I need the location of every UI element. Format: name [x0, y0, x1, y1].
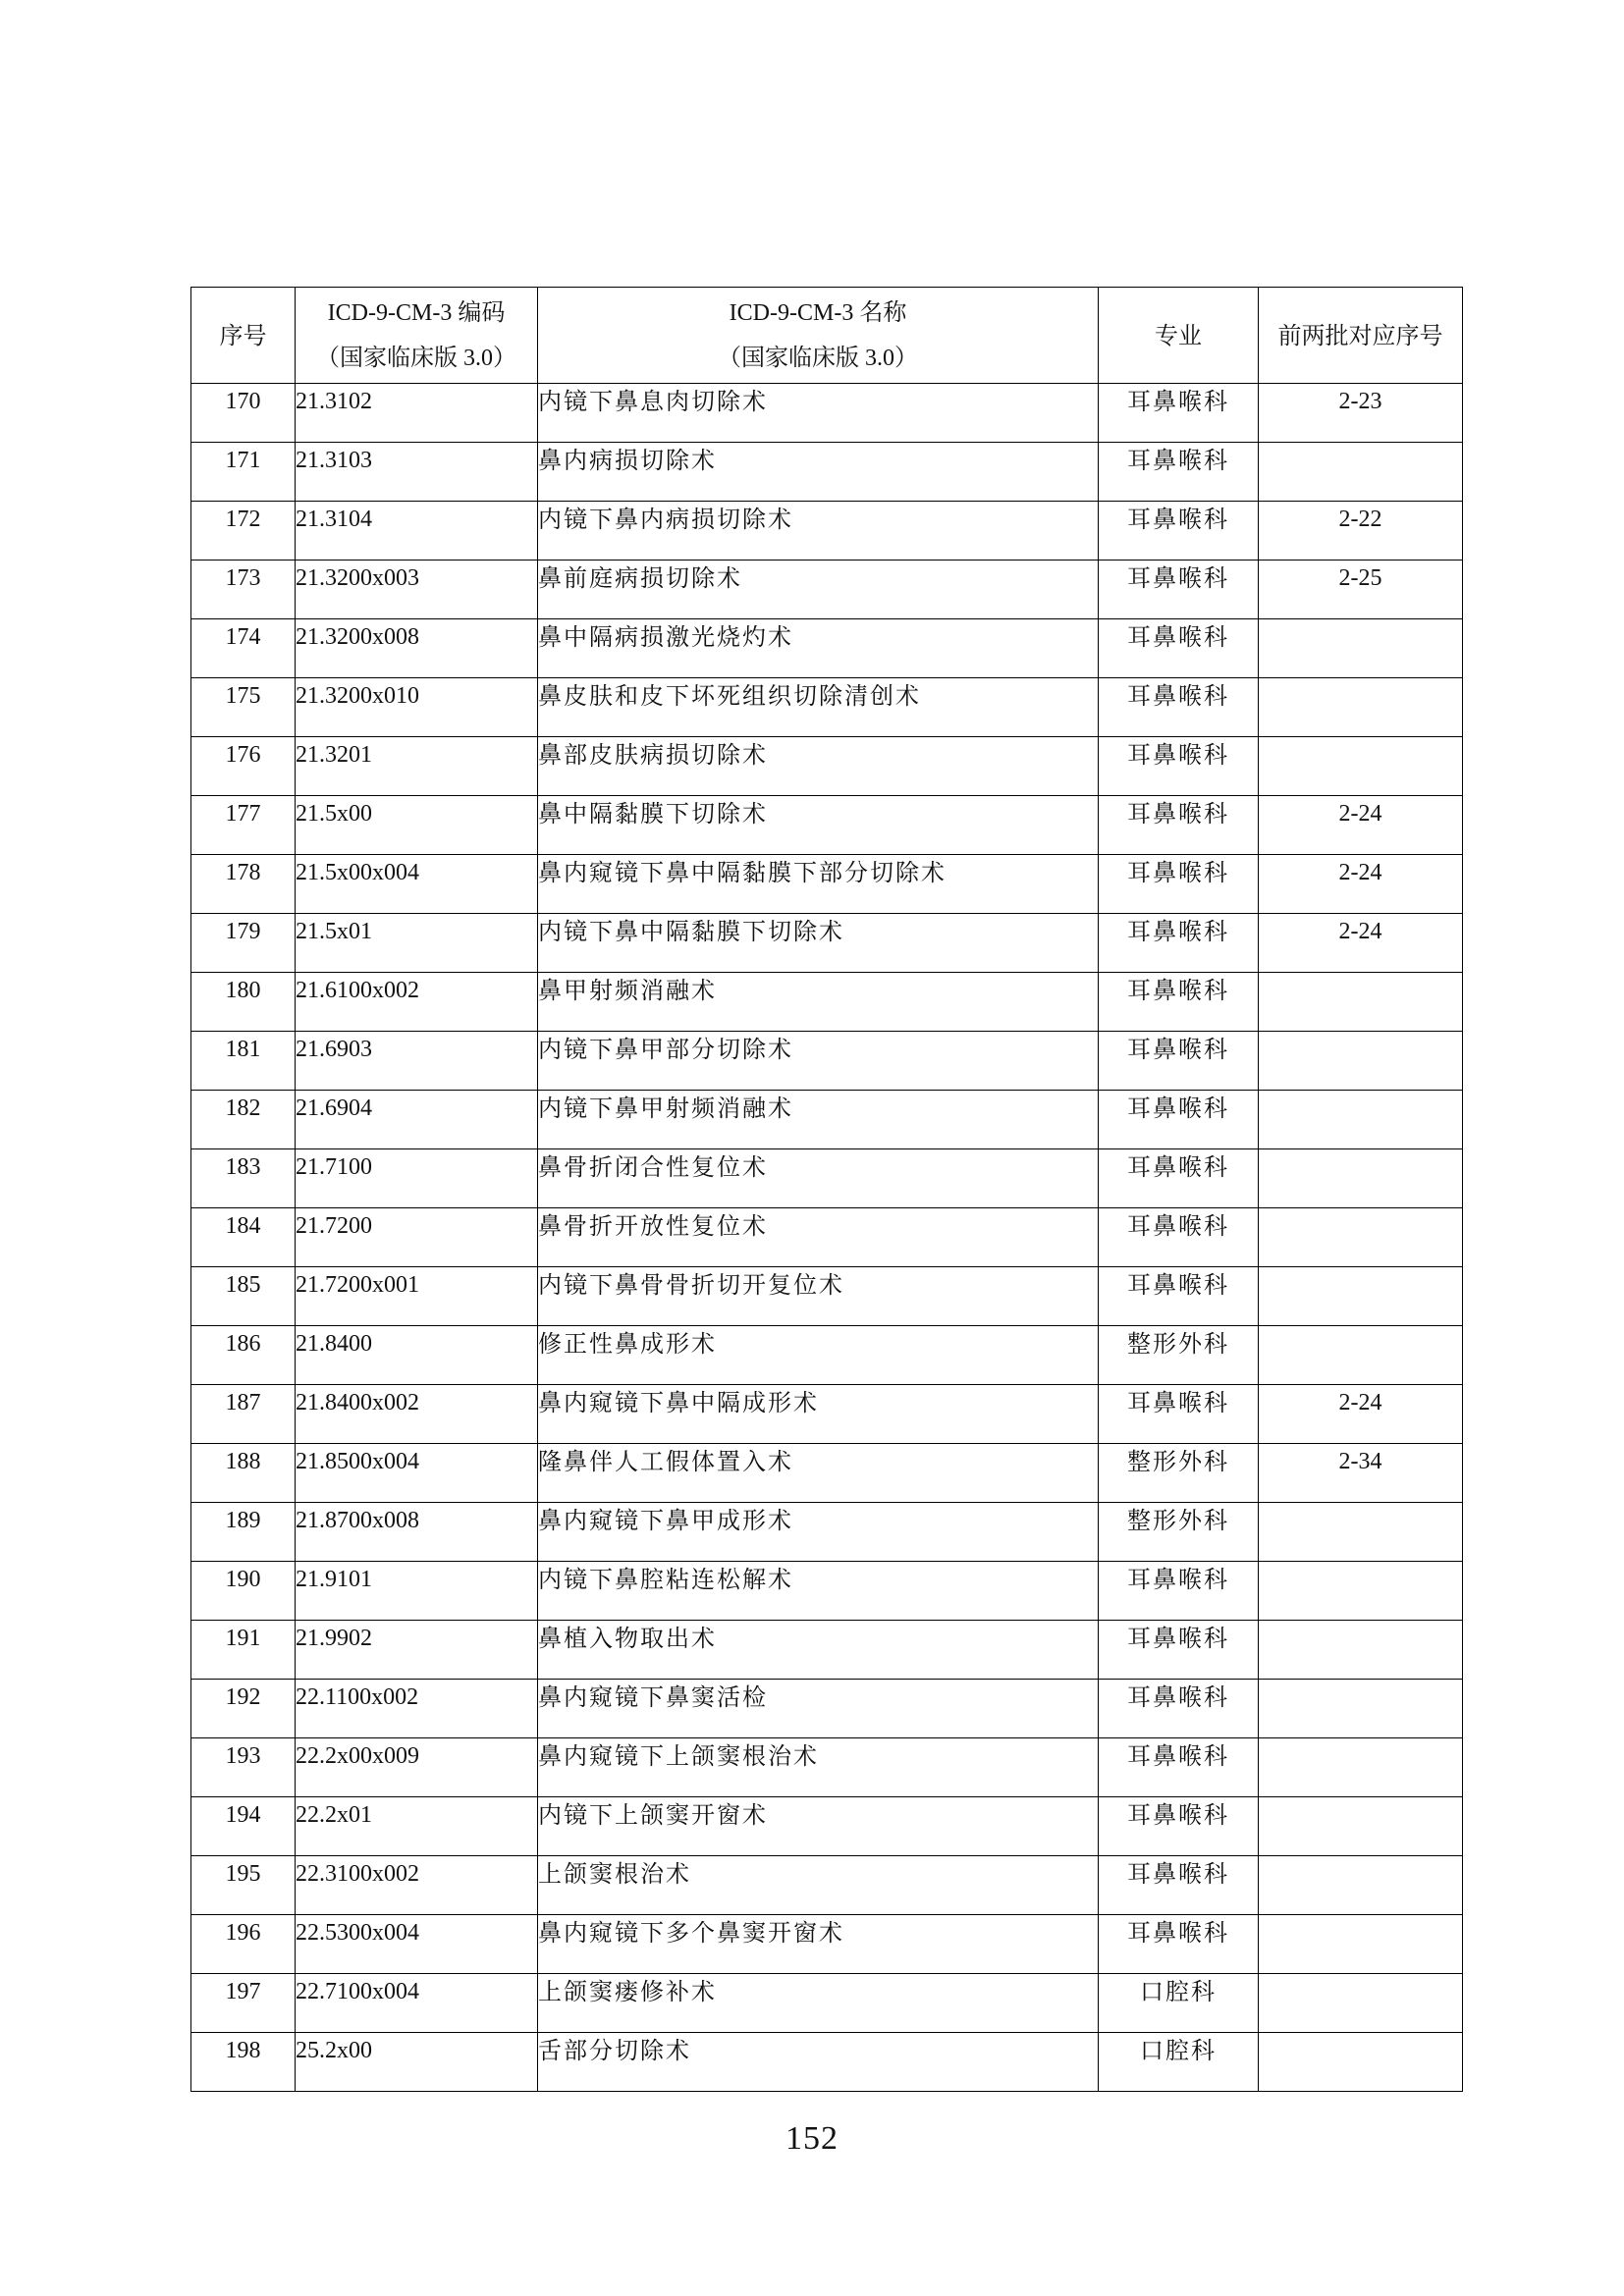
cell-ref: [1259, 1326, 1463, 1385]
cell-specialty: 耳鼻喉科: [1099, 1267, 1259, 1326]
table-row: [191, 973, 1463, 1032]
cell-specialty: 耳鼻喉科: [1099, 619, 1259, 678]
cell-name: 鼻内病损切除术: [538, 443, 1099, 502]
header-code-line2: （国家临床版 3.0）: [316, 345, 516, 371]
table-row: [191, 796, 1463, 855]
cell-code: 22.2x00x009: [296, 1738, 538, 1797]
cell-name: 鼻内窥镜下鼻窦活检: [538, 1680, 1099, 1738]
cell-name: 舌部分切除术: [538, 2033, 1099, 2092]
header-no: 序号: [191, 288, 296, 384]
cell-no: 179: [191, 914, 296, 973]
cell-ref: [1259, 1797, 1463, 1856]
cell-name: 上颌窦根治术: [538, 1856, 1099, 1915]
table-row: [191, 561, 1463, 619]
table-row: [191, 1915, 1463, 1974]
cell-ref: [1259, 619, 1463, 678]
table-header: [191, 288, 1463, 384]
cell-specialty: 耳鼻喉科: [1099, 914, 1259, 973]
cell-no: 191: [191, 1621, 296, 1680]
table-row: [191, 1208, 1463, 1267]
table-row: [191, 619, 1463, 678]
cell-no: 188: [191, 1444, 296, 1503]
cell-code: 25.2x00: [296, 2033, 538, 2092]
cell-name: 鼻部皮肤病损切除术: [538, 737, 1099, 796]
page-number: 152: [785, 2120, 839, 2157]
cell-ref: [1259, 1208, 1463, 1267]
cell-no: 190: [191, 1562, 296, 1621]
cell-name: 鼻植入物取出术: [538, 1621, 1099, 1680]
cell-ref: [1259, 1091, 1463, 1149]
cell-specialty: 耳鼻喉科: [1099, 384, 1259, 443]
cell-name: 鼻骨折闭合性复位术: [538, 1149, 1099, 1208]
table-row: [191, 384, 1463, 443]
cell-specialty: 耳鼻喉科: [1099, 1738, 1259, 1797]
cell-no: 185: [191, 1267, 296, 1326]
cell-code: 21.8700x008: [296, 1503, 538, 1562]
cell-code: 22.7100x004: [296, 1974, 538, 2033]
cell-specialty: 耳鼻喉科: [1099, 561, 1259, 619]
cell-no: 195: [191, 1856, 296, 1915]
cell-name: 内镜下鼻内病损切除术: [538, 502, 1099, 561]
cell-specialty: 口腔科: [1099, 1974, 1259, 2033]
cell-ref: [1259, 1915, 1463, 1974]
cell-code: 21.9101: [296, 1562, 538, 1621]
table-row: [191, 2033, 1463, 2092]
table-row: [191, 1444, 1463, 1503]
cell-no: 172: [191, 502, 296, 561]
header-code-line1: ICD-9-CM-3 编码: [327, 299, 506, 326]
cell-specialty: 整形外科: [1099, 1444, 1259, 1503]
cell-code: 21.3200x008: [296, 619, 538, 678]
cell-specialty: 耳鼻喉科: [1099, 973, 1259, 1032]
cell-name: 鼻骨折开放性复位术: [538, 1208, 1099, 1267]
cell-specialty: 耳鼻喉科: [1099, 1621, 1259, 1680]
cell-specialty: 耳鼻喉科: [1099, 796, 1259, 855]
cell-ref: 2-24: [1259, 1385, 1463, 1444]
cell-name: 鼻内窥镜下上颌窦根治术: [538, 1738, 1099, 1797]
table-row: [191, 1856, 1463, 1915]
table-row: [191, 502, 1463, 561]
cell-code: 21.8400x002: [296, 1385, 538, 1444]
procedure-table: [190, 287, 1463, 2092]
cell-ref: 2-24: [1259, 855, 1463, 914]
table-row: [191, 1149, 1463, 1208]
cell-no: 194: [191, 1797, 296, 1856]
cell-no: 170: [191, 384, 296, 443]
table-row: [191, 737, 1463, 796]
cell-no: 175: [191, 678, 296, 737]
cell-name: 隆鼻伴人工假体置入术: [538, 1444, 1099, 1503]
cell-name: 鼻皮肤和皮下坏死组织切除清创术: [538, 678, 1099, 737]
cell-no: 176: [191, 737, 296, 796]
cell-name: 上颌窦瘘修补术: [538, 1974, 1099, 2033]
cell-code: 21.3103: [296, 443, 538, 502]
cell-name: 内镜下鼻中隔黏膜下切除术: [538, 914, 1099, 973]
cell-no: 193: [191, 1738, 296, 1797]
cell-code: 21.5x01: [296, 914, 538, 973]
cell-specialty: 耳鼻喉科: [1099, 737, 1259, 796]
cell-ref: [1259, 1149, 1463, 1208]
cell-code: 22.5300x004: [296, 1915, 538, 1974]
cell-code: 21.3102: [296, 384, 538, 443]
cell-specialty: 耳鼻喉科: [1099, 1208, 1259, 1267]
cell-code: 21.7100: [296, 1149, 538, 1208]
cell-code: 21.3200x003: [296, 561, 538, 619]
cell-code: 22.1100x002: [296, 1680, 538, 1738]
header-name-line2: （国家临床版 3.0）: [718, 345, 918, 371]
table-body: [191, 384, 1463, 2092]
cell-code: 21.3104: [296, 502, 538, 561]
cell-no: 189: [191, 1503, 296, 1562]
cell-ref: 2-34: [1259, 1444, 1463, 1503]
cell-ref: [1259, 1974, 1463, 2033]
cell-specialty: 耳鼻喉科: [1099, 1915, 1259, 1974]
table-row: [191, 1385, 1463, 1444]
cell-name: 鼻内窥镜下多个鼻窦开窗术: [538, 1915, 1099, 1974]
cell-code: 21.5x00x004: [296, 855, 538, 914]
cell-specialty: 整形外科: [1099, 1503, 1259, 1562]
table-row: [191, 1680, 1463, 1738]
cell-specialty: 耳鼻喉科: [1099, 1091, 1259, 1149]
table-row: [191, 1621, 1463, 1680]
cell-code: 21.3200x010: [296, 678, 538, 737]
cell-specialty: 耳鼻喉科: [1099, 855, 1259, 914]
cell-ref: 2-22: [1259, 502, 1463, 561]
cell-name: 鼻甲射频消融术: [538, 973, 1099, 1032]
cell-specialty: 耳鼻喉科: [1099, 678, 1259, 737]
header-specialty: 专业: [1099, 288, 1259, 384]
cell-ref: 2-25: [1259, 561, 1463, 619]
cell-no: 184: [191, 1208, 296, 1267]
cell-name: 鼻前庭病损切除术: [538, 561, 1099, 619]
cell-specialty: 耳鼻喉科: [1099, 1680, 1259, 1738]
cell-specialty: 耳鼻喉科: [1099, 1385, 1259, 1444]
header-code: [296, 288, 538, 384]
table-row: [191, 914, 1463, 973]
cell-specialty: 耳鼻喉科: [1099, 1149, 1259, 1208]
table-row: [191, 1326, 1463, 1385]
cell-code: 21.8500x004: [296, 1444, 538, 1503]
cell-ref: [1259, 678, 1463, 737]
cell-specialty: 耳鼻喉科: [1099, 1797, 1259, 1856]
table-row: [191, 443, 1463, 502]
cell-ref: 2-24: [1259, 796, 1463, 855]
cell-ref: 2-24: [1259, 914, 1463, 973]
header-ref: 前两批对应序号: [1259, 288, 1463, 384]
cell-no: 192: [191, 1680, 296, 1738]
cell-code: 21.6100x002: [296, 973, 538, 1032]
cell-code: 22.2x01: [296, 1797, 538, 1856]
cell-name: 鼻内窥镜下鼻甲成形术: [538, 1503, 1099, 1562]
cell-no: 177: [191, 796, 296, 855]
cell-no: 198: [191, 2033, 296, 2092]
cell-ref: [1259, 1503, 1463, 1562]
cell-ref: [1259, 1562, 1463, 1621]
cell-name: 内镜下上颌窦开窗术: [538, 1797, 1099, 1856]
cell-no: 183: [191, 1149, 296, 1208]
cell-ref: [1259, 973, 1463, 1032]
cell-ref: [1259, 2033, 1463, 2092]
cell-name: 内镜下鼻甲部分切除术: [538, 1032, 1099, 1091]
cell-name: 内镜下鼻息肉切除术: [538, 384, 1099, 443]
cell-no: 187: [191, 1385, 296, 1444]
table-row: [191, 1503, 1463, 1562]
cell-name: 内镜下鼻骨骨折切开复位术: [538, 1267, 1099, 1326]
cell-specialty: 耳鼻喉科: [1099, 1562, 1259, 1621]
cell-name: 内镜下鼻腔粘连松解术: [538, 1562, 1099, 1621]
cell-no: 173: [191, 561, 296, 619]
cell-no: 171: [191, 443, 296, 502]
cell-code: 21.7200: [296, 1208, 538, 1267]
cell-name: 鼻内窥镜下鼻中隔黏膜下部分切除术: [538, 855, 1099, 914]
table-row: [191, 1562, 1463, 1621]
cell-specialty: 耳鼻喉科: [1099, 1856, 1259, 1915]
table-row: [191, 1267, 1463, 1326]
cell-code: 21.3201: [296, 737, 538, 796]
cell-name: 内镜下鼻甲射频消融术: [538, 1091, 1099, 1149]
cell-specialty: 整形外科: [1099, 1326, 1259, 1385]
cell-ref: [1259, 1032, 1463, 1091]
cell-code: 21.8400: [296, 1326, 538, 1385]
cell-code: 22.3100x002: [296, 1856, 538, 1915]
header-row: [191, 288, 1463, 384]
cell-code: 21.7200x001: [296, 1267, 538, 1326]
cell-name: 鼻中隔病损激光烧灼术: [538, 619, 1099, 678]
table-row: [191, 678, 1463, 737]
cell-name: 鼻中隔黏膜下切除术: [538, 796, 1099, 855]
cell-no: 178: [191, 855, 296, 914]
table-row: [191, 1032, 1463, 1091]
cell-specialty: 口腔科: [1099, 2033, 1259, 2092]
cell-no: 197: [191, 1974, 296, 2033]
cell-specialty: 耳鼻喉科: [1099, 1032, 1259, 1091]
cell-no: 182: [191, 1091, 296, 1149]
cell-ref: [1259, 737, 1463, 796]
cell-ref: [1259, 443, 1463, 502]
table-row: [191, 855, 1463, 914]
cell-ref: 2-23: [1259, 384, 1463, 443]
cell-specialty: 耳鼻喉科: [1099, 502, 1259, 561]
cell-no: 196: [191, 1915, 296, 1974]
table-row: [191, 1797, 1463, 1856]
cell-specialty: 耳鼻喉科: [1099, 443, 1259, 502]
table-row: [191, 1738, 1463, 1797]
cell-ref: [1259, 1680, 1463, 1738]
cell-ref: [1259, 1267, 1463, 1326]
header-name: [538, 288, 1099, 384]
cell-name: 修正性鼻成形术: [538, 1326, 1099, 1385]
cell-code: 21.6903: [296, 1032, 538, 1091]
cell-ref: [1259, 1856, 1463, 1915]
cell-ref: [1259, 1621, 1463, 1680]
cell-no: 180: [191, 973, 296, 1032]
table-row: [191, 1974, 1463, 2033]
table-row: [191, 1091, 1463, 1149]
header-name-line1: ICD-9-CM-3 名称: [729, 299, 907, 326]
cell-no: 174: [191, 619, 296, 678]
cell-code: 21.5x00: [296, 796, 538, 855]
cell-no: 181: [191, 1032, 296, 1091]
cell-code: 21.6904: [296, 1091, 538, 1149]
cell-no: 186: [191, 1326, 296, 1385]
cell-ref: [1259, 1738, 1463, 1797]
cell-name: 鼻内窥镜下鼻中隔成形术: [538, 1385, 1099, 1444]
cell-code: 21.9902: [296, 1621, 538, 1680]
